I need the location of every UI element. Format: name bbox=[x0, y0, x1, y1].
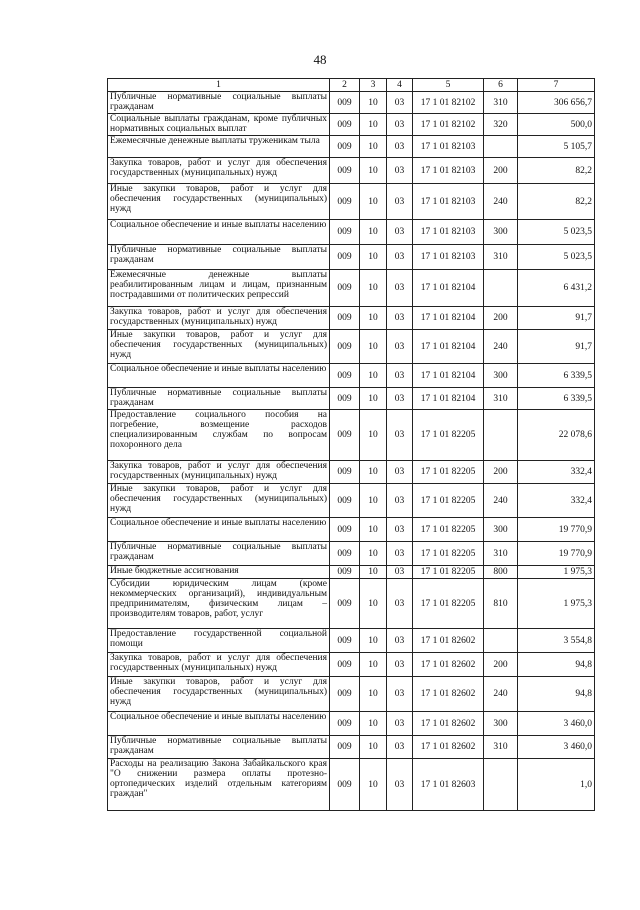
subsection-code-cell: 03 bbox=[387, 136, 413, 158]
target-article-cell: 17 1 01 82602 bbox=[413, 736, 484, 759]
expense-type-cell: 200 bbox=[484, 461, 518, 484]
target-article-cell: 17 1 01 82205 bbox=[413, 410, 484, 461]
target-article-cell: 17 1 01 82205 bbox=[413, 461, 484, 484]
expense-name-cell: Публичные нормативные социальные выплаты гражданам bbox=[108, 388, 330, 410]
amount-cell: 5 105,7 bbox=[518, 136, 595, 158]
section-code-cell: 10 bbox=[360, 653, 387, 677]
section-code-cell: 10 bbox=[360, 114, 387, 136]
expense-name-cell: Расходы на реализацию Закона Забайкальского края "О снижении размера оплаты протезно-ортопедических изделий отдельным категориям граждан" bbox=[108, 759, 330, 811]
expense-name-cell: Закупка товаров, работ и услуг для обеспечения государственных (муниципальных) нужд bbox=[108, 653, 330, 677]
expense-type-cell: 300 bbox=[484, 712, 518, 736]
amount-cell: 19 770,9 bbox=[518, 518, 595, 542]
table-body bbox=[108, 92, 595, 811]
expense-type-cell bbox=[484, 136, 518, 158]
table-row bbox=[108, 330, 595, 364]
amount-cell: 1 975,3 bbox=[518, 566, 595, 579]
table-row bbox=[108, 579, 595, 629]
expense-name-cell: Иные закупки товаров, работ и услуг для обеспечения государственных (муниципальных) нужд bbox=[108, 330, 330, 364]
expense-name-cell: Социальное обеспечение и иные выплаты населению bbox=[108, 220, 330, 245]
expense-type-cell: 310 bbox=[484, 736, 518, 759]
target-article-cell: 17 1 01 82104 bbox=[413, 307, 484, 330]
target-article-cell: 17 1 01 82103 bbox=[413, 220, 484, 245]
expense-type-cell: 310 bbox=[484, 245, 518, 270]
amount-cell: 82,2 bbox=[518, 184, 595, 220]
header-col-6: 6 bbox=[484, 79, 518, 92]
subsection-code-cell: 03 bbox=[387, 566, 413, 579]
subsection-code-cell: 03 bbox=[387, 759, 413, 811]
section-code-cell: 10 bbox=[360, 518, 387, 542]
amount-cell: 91,7 bbox=[518, 307, 595, 330]
amount-cell: 3 554,8 bbox=[518, 629, 595, 653]
expense-type-cell: 200 bbox=[484, 158, 518, 184]
header-col-7: 7 bbox=[518, 79, 595, 92]
section-code-cell: 10 bbox=[360, 136, 387, 158]
target-article-cell: 17 1 01 82103 bbox=[413, 158, 484, 184]
header-row bbox=[108, 79, 595, 92]
expense-type-cell: 310 bbox=[484, 92, 518, 114]
target-article-cell: 17 1 01 82104 bbox=[413, 330, 484, 364]
amount-cell: 306 656,7 bbox=[518, 92, 595, 114]
target-article-cell: 17 1 01 82205 bbox=[413, 566, 484, 579]
target-article-cell: 17 1 01 82602 bbox=[413, 653, 484, 677]
section-code-cell: 10 bbox=[360, 542, 387, 566]
ministry-code-cell: 009 bbox=[330, 712, 360, 736]
expense-name-cell: Публичные нормативные социальные выплаты гражданам bbox=[108, 542, 330, 566]
table-row bbox=[108, 542, 595, 566]
ministry-code-cell: 009 bbox=[330, 542, 360, 566]
ministry-code-cell: 009 bbox=[330, 388, 360, 410]
amount-cell: 94,8 bbox=[518, 677, 595, 712]
subsection-code-cell: 03 bbox=[387, 629, 413, 653]
expense-type-cell: 240 bbox=[484, 677, 518, 712]
amount-cell: 332,4 bbox=[518, 461, 595, 484]
ministry-code-cell: 009 bbox=[330, 364, 360, 388]
subsection-code-cell: 03 bbox=[387, 307, 413, 330]
table-row bbox=[108, 270, 595, 307]
ministry-code-cell: 009 bbox=[330, 114, 360, 136]
ministry-code-cell: 009 bbox=[330, 184, 360, 220]
expense-type-cell bbox=[484, 270, 518, 307]
header-col-5: 5 bbox=[413, 79, 484, 92]
section-code-cell: 10 bbox=[360, 307, 387, 330]
expense-type-cell: 240 bbox=[484, 184, 518, 220]
subsection-code-cell: 03 bbox=[387, 461, 413, 484]
table-row bbox=[108, 364, 595, 388]
table-row bbox=[108, 736, 595, 759]
table-row bbox=[108, 92, 595, 114]
table-row bbox=[108, 484, 595, 518]
amount-cell: 6 339,5 bbox=[518, 388, 595, 410]
ministry-code-cell: 009 bbox=[330, 677, 360, 712]
subsection-code-cell: 03 bbox=[387, 484, 413, 518]
expense-name-cell: Социальное обеспечение и иные выплаты населению bbox=[108, 364, 330, 388]
target-article-cell: 17 1 01 82602 bbox=[413, 712, 484, 736]
ministry-code-cell: 009 bbox=[330, 461, 360, 484]
expense-name-cell: Публичные нормативные социальные выплаты гражданам bbox=[108, 245, 330, 270]
subsection-code-cell: 03 bbox=[387, 220, 413, 245]
amount-cell: 19 770,9 bbox=[518, 542, 595, 566]
amount-cell: 5 023,5 bbox=[518, 220, 595, 245]
header-col-4: 4 bbox=[387, 79, 413, 92]
expense-name-cell: Закупка товаров, работ и услуг для обеспечения государственных (муниципальных) нужд bbox=[108, 461, 330, 484]
header-col-1: 1 bbox=[108, 79, 330, 92]
section-code-cell: 10 bbox=[360, 566, 387, 579]
table-row bbox=[108, 759, 595, 811]
table-row bbox=[108, 461, 595, 484]
target-article-cell: 17 1 01 82205 bbox=[413, 484, 484, 518]
target-article-cell: 17 1 01 82602 bbox=[413, 677, 484, 712]
budget-table bbox=[107, 78, 595, 811]
amount-cell: 1 975,3 bbox=[518, 579, 595, 629]
expense-type-cell: 300 bbox=[484, 220, 518, 245]
section-code-cell: 10 bbox=[360, 461, 387, 484]
expense-type-cell bbox=[484, 759, 518, 811]
section-code-cell: 10 bbox=[360, 759, 387, 811]
amount-cell: 22 078,6 bbox=[518, 410, 595, 461]
section-code-cell: 10 bbox=[360, 270, 387, 307]
ministry-code-cell: 009 bbox=[330, 484, 360, 518]
section-code-cell: 10 bbox=[360, 712, 387, 736]
expense-type-cell: 800 bbox=[484, 566, 518, 579]
subsection-code-cell: 03 bbox=[387, 677, 413, 712]
subsection-code-cell: 03 bbox=[387, 410, 413, 461]
subsection-code-cell: 03 bbox=[387, 364, 413, 388]
subsection-code-cell: 03 bbox=[387, 114, 413, 136]
expense-type-cell: 810 bbox=[484, 579, 518, 629]
ministry-code-cell: 009 bbox=[330, 330, 360, 364]
expense-name-cell: Ежемесячные денежные выплаты реабилитированным лицам и лицам, признанным пострадавшими от политических репрессий bbox=[108, 270, 330, 307]
expense-name-cell: Публичные нормативные социальные выплаты гражданам bbox=[108, 736, 330, 759]
table-row bbox=[108, 677, 595, 712]
table-row bbox=[108, 410, 595, 461]
ministry-code-cell: 009 bbox=[330, 629, 360, 653]
amount-cell: 500,0 bbox=[518, 114, 595, 136]
section-code-cell: 10 bbox=[360, 220, 387, 245]
amount-cell: 1,0 bbox=[518, 759, 595, 811]
ministry-code-cell: 009 bbox=[330, 307, 360, 330]
table-row bbox=[108, 184, 595, 220]
expense-name-cell: Иные закупки товаров, работ и услуг для обеспечения государственных (муниципальных) нужд bbox=[108, 184, 330, 220]
target-article-cell: 17 1 01 82104 bbox=[413, 364, 484, 388]
section-code-cell: 10 bbox=[360, 388, 387, 410]
expense-name-cell: Социальное обеспечение и иные выплаты населению bbox=[108, 518, 330, 542]
target-article-cell: 17 1 01 82102 bbox=[413, 92, 484, 114]
subsection-code-cell: 03 bbox=[387, 270, 413, 307]
ministry-code-cell: 009 bbox=[330, 653, 360, 677]
ministry-code-cell: 009 bbox=[330, 245, 360, 270]
expense-type-cell: 240 bbox=[484, 484, 518, 518]
expense-name-cell: Предоставление государственной социальной помощи bbox=[108, 629, 330, 653]
ministry-code-cell: 009 bbox=[330, 158, 360, 184]
table-row bbox=[108, 307, 595, 330]
ministry-code-cell: 009 bbox=[330, 759, 360, 811]
amount-cell: 332,4 bbox=[518, 484, 595, 518]
subsection-code-cell: 03 bbox=[387, 184, 413, 220]
amount-cell: 5 023,5 bbox=[518, 245, 595, 270]
subsection-code-cell: 03 bbox=[387, 542, 413, 566]
amount-cell: 3 460,0 bbox=[518, 712, 595, 736]
amount-cell: 82,2 bbox=[518, 158, 595, 184]
ministry-code-cell: 009 bbox=[330, 92, 360, 114]
expense-type-cell: 200 bbox=[484, 307, 518, 330]
target-article-cell: 17 1 01 82603 bbox=[413, 759, 484, 811]
expense-type-cell: 320 bbox=[484, 114, 518, 136]
subsection-code-cell: 03 bbox=[387, 330, 413, 364]
expense-name-cell: Социальное обеспечение и иные выплаты населению bbox=[108, 712, 330, 736]
section-code-cell: 10 bbox=[360, 364, 387, 388]
amount-cell: 6 339,5 bbox=[518, 364, 595, 388]
expense-type-cell: 310 bbox=[484, 388, 518, 410]
ministry-code-cell: 009 bbox=[330, 270, 360, 307]
subsection-code-cell: 03 bbox=[387, 579, 413, 629]
ministry-code-cell: 009 bbox=[330, 566, 360, 579]
table-row bbox=[108, 114, 595, 136]
section-code-cell: 10 bbox=[360, 330, 387, 364]
amount-cell: 94,8 bbox=[518, 653, 595, 677]
table-row bbox=[108, 220, 595, 245]
section-code-cell: 10 bbox=[360, 629, 387, 653]
amount-cell: 6 431,2 bbox=[518, 270, 595, 307]
table-row bbox=[108, 388, 595, 410]
expense-type-cell: 300 bbox=[484, 518, 518, 542]
expense-type-cell bbox=[484, 629, 518, 653]
ministry-code-cell: 009 bbox=[330, 518, 360, 542]
table-row bbox=[108, 136, 595, 158]
ministry-code-cell: 009 bbox=[330, 579, 360, 629]
expense-name-cell: Субсидии юридическим лицам (кроме некоммерческих организаций), индивидуальным предпринимателям, физическим лицам – производителям товаров, работ, услуг bbox=[108, 579, 330, 629]
section-code-cell: 10 bbox=[360, 677, 387, 712]
target-article-cell: 17 1 01 82602 bbox=[413, 629, 484, 653]
section-code-cell: 10 bbox=[360, 158, 387, 184]
section-code-cell: 10 bbox=[360, 245, 387, 270]
expense-type-cell: 240 bbox=[484, 330, 518, 364]
target-article-cell: 17 1 01 82103 bbox=[413, 184, 484, 220]
expense-type-cell: 200 bbox=[484, 653, 518, 677]
section-code-cell: 10 bbox=[360, 92, 387, 114]
table-row bbox=[108, 653, 595, 677]
target-article-cell: 17 1 01 82103 bbox=[413, 245, 484, 270]
ministry-code-cell: 009 bbox=[330, 136, 360, 158]
subsection-code-cell: 03 bbox=[387, 92, 413, 114]
target-article-cell: 17 1 01 82103 bbox=[413, 136, 484, 158]
amount-cell: 91,7 bbox=[518, 330, 595, 364]
subsection-code-cell: 03 bbox=[387, 158, 413, 184]
expense-name-cell: Закупка товаров, работ и услуг для обеспечения государственных (муниципальных) нужд bbox=[108, 158, 330, 184]
ministry-code-cell: 009 bbox=[330, 410, 360, 461]
target-article-cell: 17 1 01 82205 bbox=[413, 542, 484, 566]
table-row bbox=[108, 158, 595, 184]
target-article-cell: 17 1 01 82104 bbox=[413, 270, 484, 307]
section-code-cell: 10 bbox=[360, 184, 387, 220]
subsection-code-cell: 03 bbox=[387, 736, 413, 759]
header-col-3: 3 bbox=[360, 79, 387, 92]
section-code-cell: 10 bbox=[360, 484, 387, 518]
target-article-cell: 17 1 01 82205 bbox=[413, 579, 484, 629]
expense-type-cell: 300 bbox=[484, 364, 518, 388]
target-article-cell: 17 1 01 82102 bbox=[413, 114, 484, 136]
subsection-code-cell: 03 bbox=[387, 388, 413, 410]
expense-name-cell: Иные закупки товаров, работ и услуг для обеспечения государственных (муниципальных) нужд bbox=[108, 484, 330, 518]
expense-name-cell: Закупка товаров, работ и услуг для обеспечения государственных (муниципальных) нужд bbox=[108, 307, 330, 330]
target-article-cell: 17 1 01 82205 bbox=[413, 518, 484, 542]
table-row bbox=[108, 629, 595, 653]
expense-name-cell: Публичные нормативные социальные выплаты гражданам bbox=[108, 92, 330, 114]
expense-name-cell: Социальные выплаты гражданам, кроме публичных нормативных социальных выплат bbox=[108, 114, 330, 136]
table-row bbox=[108, 712, 595, 736]
expense-name-cell: Ежемесячные денежные выплаты труженикам тыла bbox=[108, 136, 330, 158]
target-article-cell: 17 1 01 82104 bbox=[413, 388, 484, 410]
amount-cell: 3 460,0 bbox=[518, 736, 595, 759]
table-row bbox=[108, 566, 595, 579]
subsection-code-cell: 03 bbox=[387, 518, 413, 542]
header-col-2: 2 bbox=[330, 79, 360, 92]
section-code-cell: 10 bbox=[360, 736, 387, 759]
table-row bbox=[108, 245, 595, 270]
expense-name-cell: Иные бюджетные ассигнования bbox=[108, 566, 330, 579]
expense-name-cell: Иные закупки товаров, работ и услуг для обеспечения государственных (муниципальных) нужд bbox=[108, 677, 330, 712]
subsection-code-cell: 03 bbox=[387, 653, 413, 677]
expense-type-cell bbox=[484, 410, 518, 461]
page-number: 48 bbox=[313, 52, 327, 67]
expense-type-cell: 310 bbox=[484, 542, 518, 566]
subsection-code-cell: 03 bbox=[387, 712, 413, 736]
ministry-code-cell: 009 bbox=[330, 220, 360, 245]
section-code-cell: 10 bbox=[360, 410, 387, 461]
table-row bbox=[108, 518, 595, 542]
expense-name-cell: Предоставление социального пособия на погребение, возмещение расходов специализированным службам по вопросам похоронного дела bbox=[108, 410, 330, 461]
ministry-code-cell: 009 bbox=[330, 736, 360, 759]
section-code-cell: 10 bbox=[360, 579, 387, 629]
subsection-code-cell: 03 bbox=[387, 245, 413, 270]
